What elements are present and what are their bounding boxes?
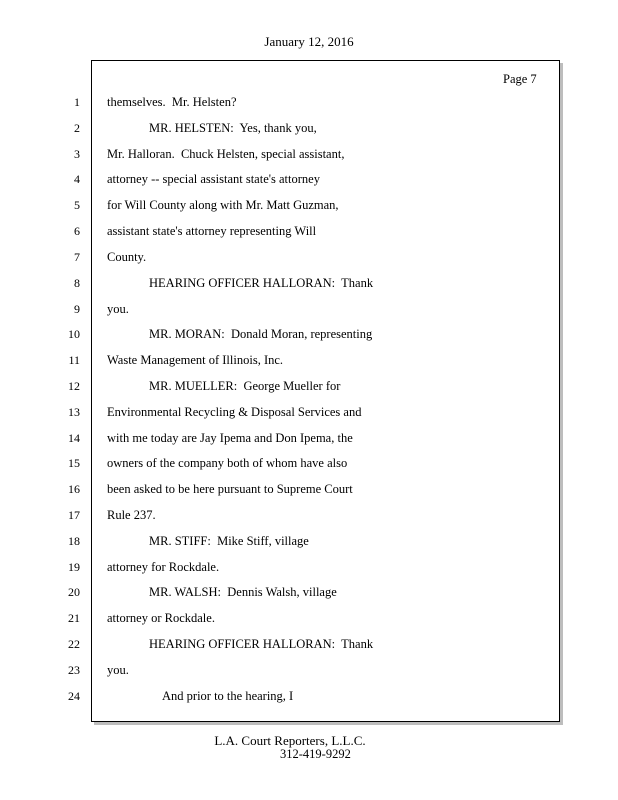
line-number: 5 (74, 198, 80, 212)
transcript-line: Environmental Recycling & Disposal Services and (107, 405, 362, 419)
line-number: 24 (68, 689, 80, 703)
line-number: 2 (74, 121, 80, 135)
line-number: 21 (68, 611, 80, 625)
line-number: 22 (68, 637, 80, 651)
line-number: 4 (74, 172, 80, 186)
transcript-line: been asked to be here pursuant to Supreme Court (107, 482, 353, 496)
line-number: 18 (68, 534, 80, 548)
line-number: 9 (74, 302, 80, 316)
header-date: January 12, 2016 (264, 34, 354, 49)
line-number: 14 (68, 431, 80, 445)
line-number: 13 (68, 405, 80, 419)
line-number: 15 (68, 456, 80, 470)
transcript-line: MR. STIFF: Mike Stiff, village (149, 534, 309, 548)
line-number: 16 (68, 482, 80, 496)
line-number: 8 (74, 276, 80, 290)
line-number: 6 (74, 224, 80, 238)
line-number: 12 (68, 379, 80, 393)
transcript-line: Mr. Halloran. Chuck Helsten, special assistant, (107, 147, 345, 161)
line-number: 17 (68, 508, 80, 522)
line-number: 3 (74, 147, 80, 161)
transcript-line: Rule 237. (107, 508, 156, 522)
line-number: 10 (68, 327, 80, 341)
transcript-line: County. (107, 250, 147, 264)
line-number: 11 (68, 353, 80, 367)
transcript-line: MR. MORAN: Donald Moran, representing (149, 327, 373, 341)
footer-phone: 312-419-9292 (280, 747, 351, 761)
transcript-line: HEARING OFFICER HALLORAN: Thank (149, 637, 374, 651)
transcript-line: And prior to the hearing, I (162, 689, 294, 703)
transcript-line: attorney for Rockdale. (107, 560, 220, 574)
line-number: 23 (68, 663, 80, 677)
line-number: 20 (68, 585, 80, 599)
transcript-line: for Will County along with Mr. Matt Guzman, (107, 198, 339, 212)
line-number: 7 (74, 250, 80, 264)
transcript-line: MR. HELSTEN: Yes, thank you, (149, 121, 317, 135)
transcript-line: you. (107, 663, 129, 677)
line-number: 19 (68, 560, 80, 574)
transcript-line: themselves. Mr. Helsten? (107, 95, 237, 109)
transcript-line: assistant state's attorney representing Will (107, 224, 317, 238)
transcript-line: you. (107, 302, 129, 316)
transcript-line: HEARING OFFICER HALLORAN: Thank (149, 276, 374, 290)
transcript-line: MR. WALSH: Dennis Walsh, village (149, 585, 337, 599)
transcript-line: attorney or Rockdale. (107, 611, 215, 625)
footer-company: L.A. Court Reporters, L.L.C. (214, 733, 366, 748)
line-number: 1 (74, 95, 80, 109)
page-number: Page 7 (503, 72, 537, 86)
transcript-line: attorney -- special assistant state's attorney (107, 172, 320, 186)
transcript-line: Waste Management of Illinois, Inc. (107, 353, 284, 367)
transcript-line: owners of the company both of whom have also (107, 456, 348, 470)
transcript-line: MR. MUELLER: George Mueller for (149, 379, 341, 393)
transcript-line: with me today are Jay Ipema and Don Ipema, the (107, 431, 353, 445)
